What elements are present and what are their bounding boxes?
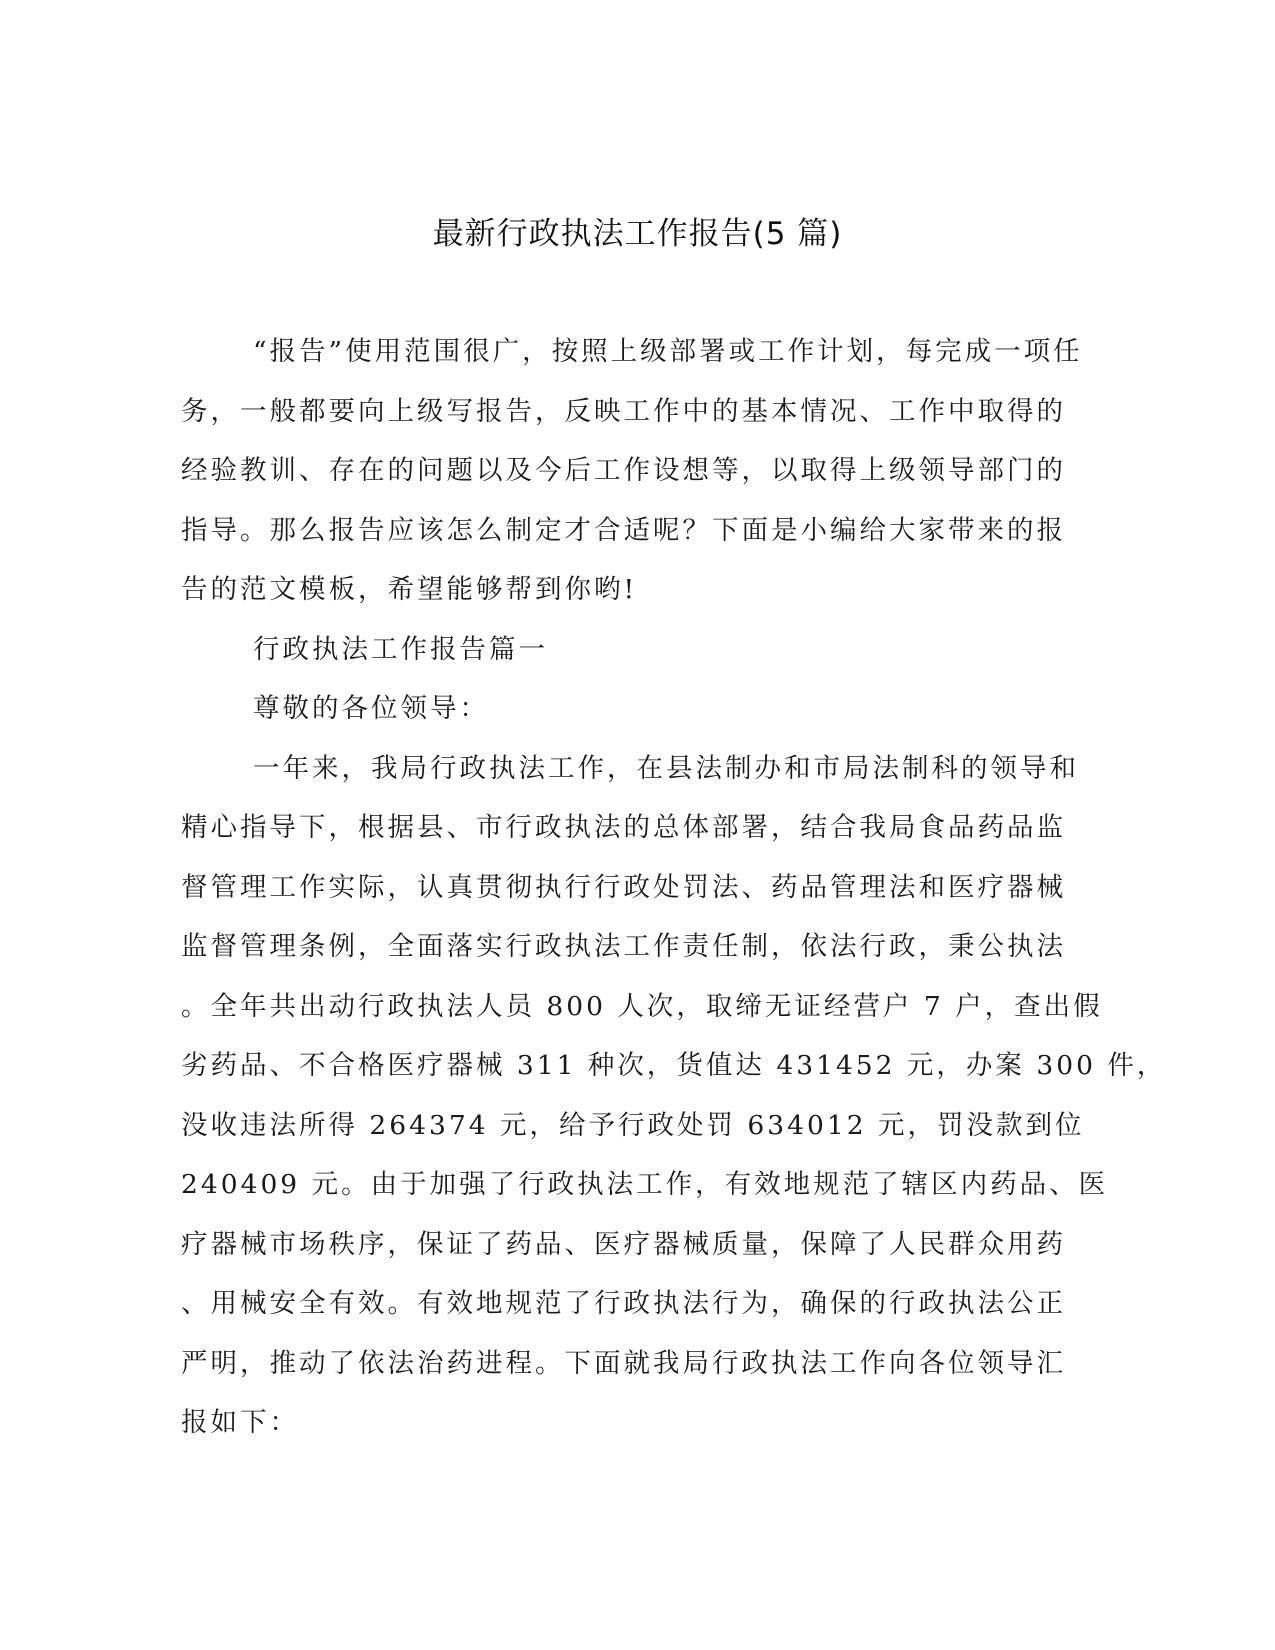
body-line: 没收违法所得 264374 元，给予行政处罚 634012 元，罚没款到位 xyxy=(181,1109,1085,1141)
salutation-paragraph xyxy=(181,679,1026,739)
body-line: 精心指导下，根据县、市行政执法的总体部署，结合我局食品药品监 xyxy=(181,812,1066,843)
body-line: 报如下： xyxy=(181,1407,299,1438)
body-line: 监督管理条例，全面落实行政执法工作责任制，依法行政，秉公执法 xyxy=(181,931,1066,962)
document-title: 最新行政执法工作报告(5 篇) xyxy=(432,216,843,252)
body-line: 疗器械市场秩序，保证了药品、医疗器械质量，保障了人民群众用药 xyxy=(181,1228,1066,1260)
section-heading: 行政执法工作报告篇一 xyxy=(253,633,548,665)
body-line: 。全年共出动行政执法人员 800 人次，取缔无证经营户 7 户，查出假 xyxy=(181,990,1103,1022)
body-line: 一年来，我局行政执法工作，在县法制办和市局法制科的领导和 xyxy=(253,752,1079,784)
body-line: 240409 元。由于加强了行政执法工作，有效地规范了辖区内药品、医 xyxy=(181,1169,1109,1200)
body-paragraph xyxy=(181,739,1167,1453)
section-heading-paragraph xyxy=(181,620,1026,680)
document-body xyxy=(181,322,1167,1453)
body-line: 督管理工作实际，认真贯彻执行行政处罚法、药品管理法和医疗器械 xyxy=(181,871,1066,903)
salutation: 尊敬的各位领导： xyxy=(253,693,489,724)
intro-line: “报告”使用范围很广，按照上级部署或工作计划，每完成一项任 xyxy=(253,336,1083,367)
intro-line: 务，一般都要向上级写报告，反映工作中的基本情况、工作中取得的 xyxy=(181,395,1066,427)
body-line: 、用械安全有效。有效地规范了行政执法行为，确保的行政执法公正 xyxy=(181,1288,1066,1319)
intro-line: 告的范文模板，希望能够帮到你哟! xyxy=(181,574,638,605)
intro-line: 经验教训、存在的问题以及今后工作设想等，以取得上级领导部门的 xyxy=(181,455,1066,486)
body-line: 严明，推动了依法治药进程。下面就我局行政执法工作向各位领导汇 xyxy=(181,1347,1066,1379)
intro-line: 指导。那么报告应该怎么制定才合适呢？下面是小编给大家带来的报 xyxy=(181,514,1066,546)
intro-paragraph xyxy=(181,322,1083,620)
body-line: 劣药品、不合格医疗器械 311 种次，货值达 431452 元，办案 300 件， xyxy=(181,1050,1167,1081)
